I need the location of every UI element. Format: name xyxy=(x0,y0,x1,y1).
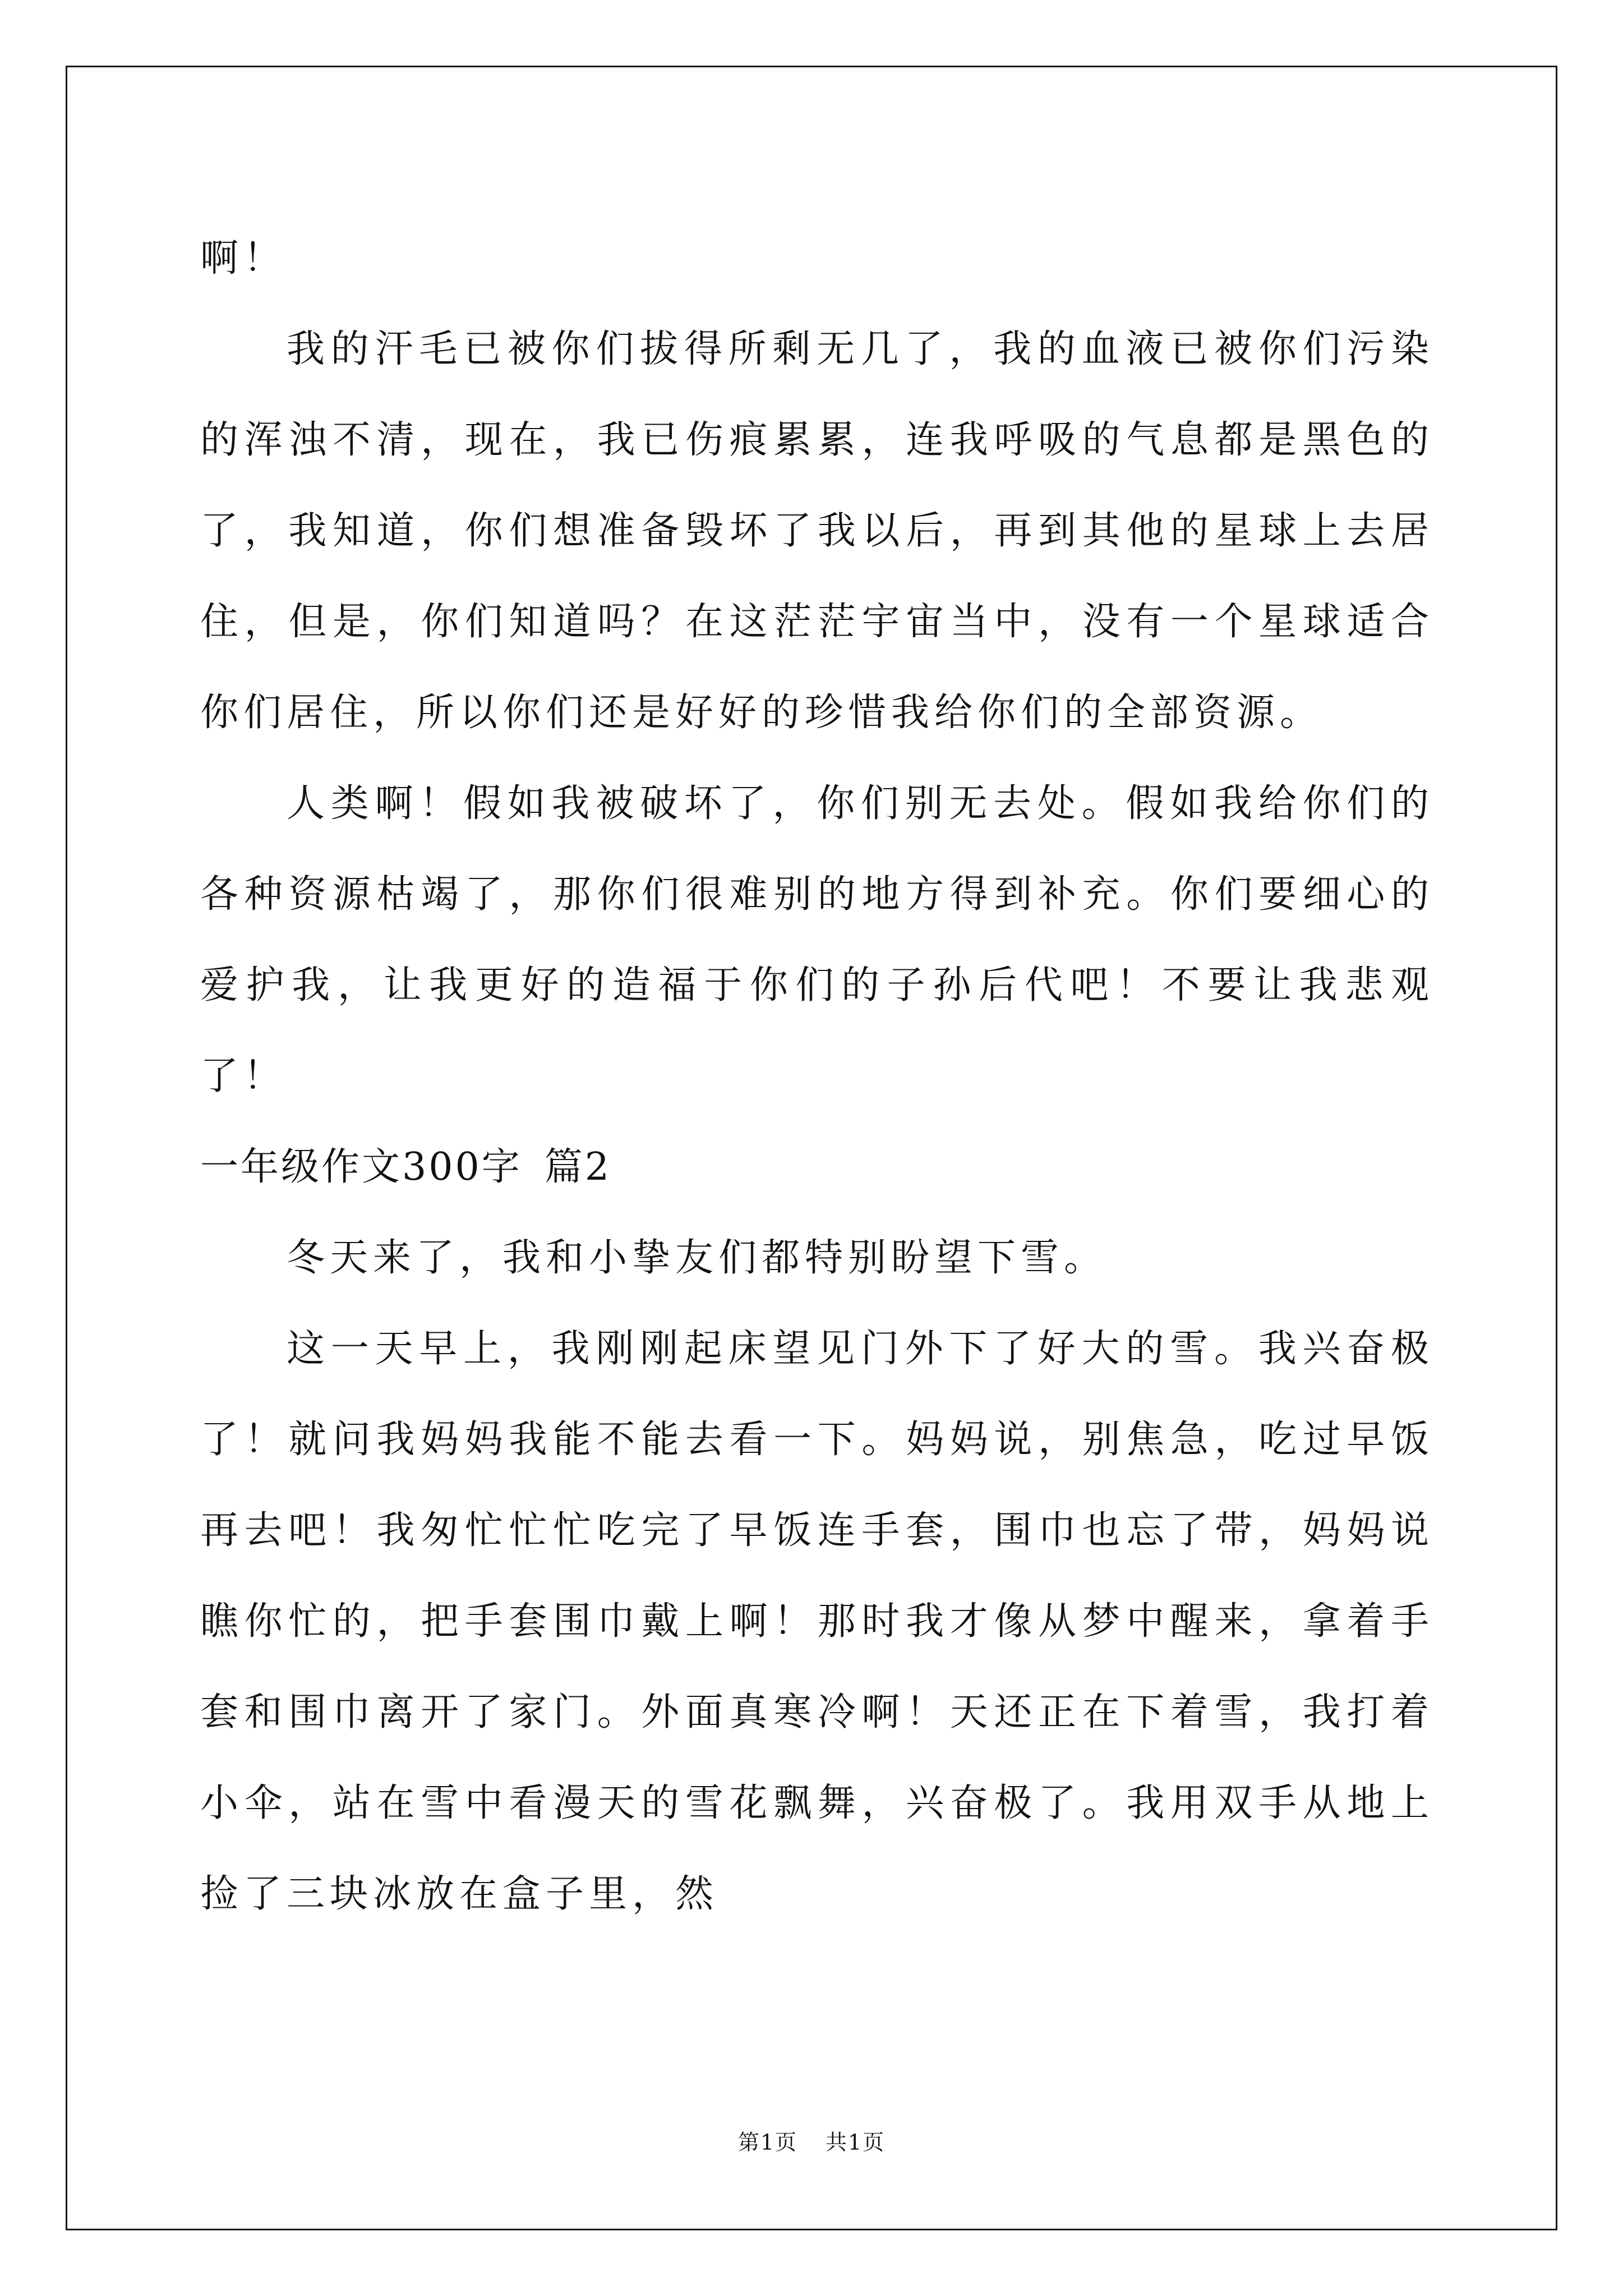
page-total: 共1页 xyxy=(826,2130,886,2155)
paragraph: 人类啊！假如我被破坏了，你们别无去处。假如我给你们的各种资源枯竭了，那你们很难别的地方得到补充。你们要细心的爱护我，让我更好的造福于你们的子孙后代吧！不要让我悲观了！ xyxy=(200,781,1434,1098)
paragraph: 啊！ xyxy=(200,236,287,280)
document-body xyxy=(200,213,1434,1940)
paragraph: 冬天来了，我和小挚友们都特别盼望下雪。 xyxy=(287,1236,1108,1280)
heading-section-number: 篇2 xyxy=(544,1145,612,1189)
paragraph: 这一天早上，我刚刚起床望见门外下了好大的雪。我兴奋极了！就问我妈妈我能不能去看一下。妈妈说，别焦急，吃过早饭再去吧！我匆忙忙忙吃完了早饭连手套，围巾也忘了带，妈妈说瞧你忙的，把手套围巾戴上啊！那时我才像从梦中醒来，拿着手套和围巾离开了家门。外面真寒冷啊！天还正在下着雪，我打着小伞，站在雪中看漫天的雪花飘舞，兴奋极了。我用双手从地上捡了三块冰放在盒子里，然 xyxy=(200,1327,1434,1916)
page-footer xyxy=(0,2125,1623,2156)
page-number: 第1页 xyxy=(737,2130,797,2155)
paragraph: 我的汗毛已被你们拔得所剩无几了，我的血液已被你们污染的浑浊不清，现在，我已伤痕累累，连我呼吸的气息都是黑色的了，我知道，你们想准备毁坏了我以后，再到其他的星球上去居住，但是，你们知道吗？在这茫茫宇宙当中，没有一个星球适合你们居住，所以你们还是好好的珍惜我给你们的全部资源。 xyxy=(200,327,1434,735)
heading-title: 一年级作文300字 xyxy=(200,1145,522,1189)
section-heading xyxy=(200,1122,1434,1213)
